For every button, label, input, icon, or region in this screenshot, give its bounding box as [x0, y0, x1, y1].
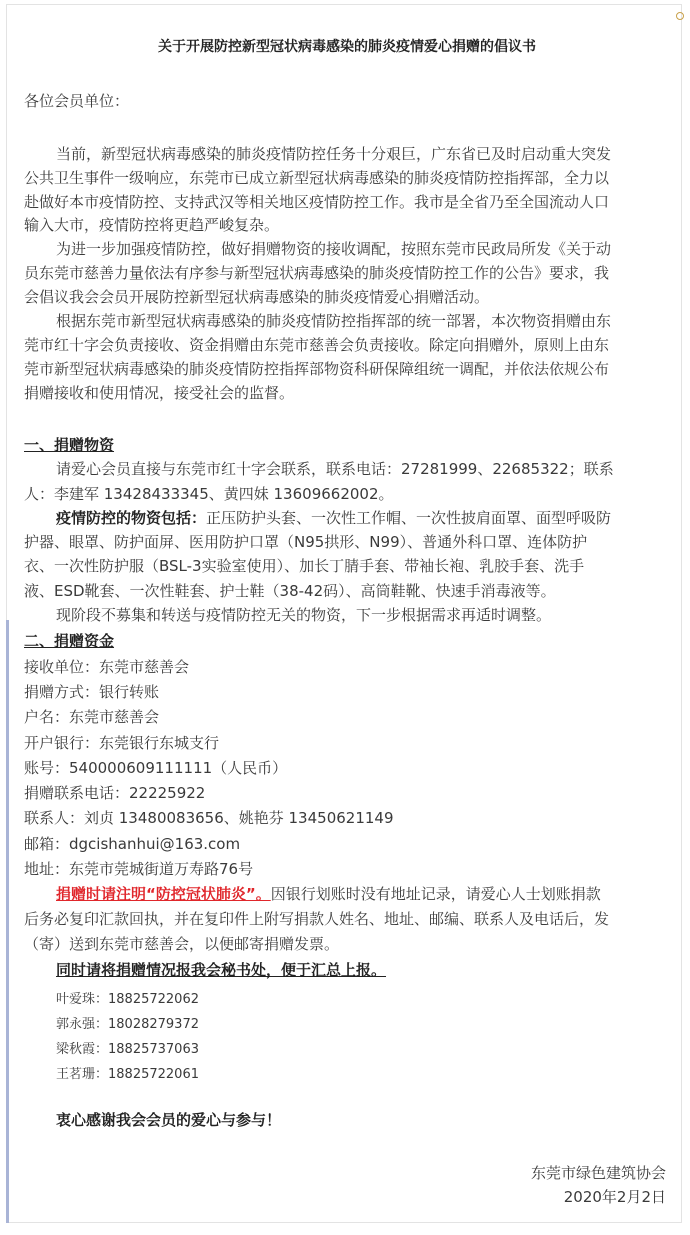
- secretary-item: 梁秋霞：18825737063: [56, 1042, 199, 1057]
- para1-line: 当前，新型冠状病毒感染的肺炎疫情防控任务十分艰巨，广东省已及时启动重大突发: [56, 145, 612, 163]
- supplies-list-line: 护器、眼罩、防护面屏、医用防护口罩（N95拱形、N99）、普通外科口罩、连体防护: [24, 533, 588, 551]
- signature-date: 2020年2月2日: [563, 1188, 666, 1206]
- remark-text: 因银行划账时没有地址记录，请爱心人士划账捐款: [270, 885, 601, 903]
- section1-note: 现阶段不募集和转送与疫情防控无关的物资，下一步根据需求再适时调整。: [56, 606, 552, 624]
- remark-line: 后务必复印汇款回执，并在复印件上附写捐款人姓名、地址、邮编、联系人及电话后，发: [24, 910, 610, 928]
- secretary-item: 王茗珊：18825722061: [56, 1067, 199, 1082]
- para1-line: 输入大市，疫情防控将更趋严峻复杂。: [24, 216, 280, 234]
- section1-contact-line: 人：李建军 13428433345、黄四妹 13609662002。: [24, 485, 394, 503]
- signature-org: 东莞市绿色建筑协会: [530, 1164, 666, 1182]
- method-row: 捐赠方式：银行转账: [24, 683, 160, 701]
- supplies-label: 疫情防控的物资包括：: [56, 509, 207, 527]
- email-row: 邮箱：dgcishanhui@163.com: [24, 835, 241, 853]
- phone-row: 捐赠联系电话：22225922: [24, 784, 206, 802]
- remark-line: [56, 883, 601, 904]
- left-accent-bar: [6, 620, 9, 1223]
- para2-line: 会倡议我会会员开展防控新型冠状病毒感染的肺炎疫情爱心捐赠活动。: [24, 288, 490, 306]
- corner-dot-icon: [676, 12, 684, 20]
- section2-heading: 二、捐赠资金: [24, 632, 115, 650]
- para3-line: 根据东莞市新型冠状病毒感染的肺炎疫情防控指挥部的统一部署，本次物资捐赠由东: [56, 312, 612, 330]
- supplies-list-line: 衣、一次性防护服（BSL-3实验室使用）、加长丁腈手套、带袖长袍、乳胶手套、洗手: [24, 557, 585, 575]
- para3-line: 莞市新型冠状病毒感染的肺炎疫情防控指挥部物资科研保障组统一调配，并依法依规公布: [24, 360, 610, 378]
- receiver-row: 接收单位：东莞市慈善会: [24, 658, 190, 676]
- secretary-item: 郭永强：18028279372: [56, 1017, 199, 1032]
- section1-heading: 一、捐赠物资: [24, 436, 115, 454]
- para2-line: 员东莞市慈善力量依法有序参与新型冠状病毒感染的肺炎疫情防控工作的公告》要求，我: [24, 264, 610, 282]
- address-row: 地址：东莞市莞城街道万寿路76号: [24, 860, 254, 878]
- remark-highlight: 捐赠时请注明“防控冠状肺炎”。: [56, 885, 271, 903]
- para2-line: 为进一步加强疫情防控，做好捐赠物资的接收调配，按照东莞市民政局所发《关于动: [56, 240, 612, 258]
- contact-row: 联系人：刘贞 13480083656、姚艳芬 13450621149: [24, 809, 394, 827]
- bank-row: 开户银行：东莞银行东城支行: [24, 734, 220, 752]
- para1-line: 赴做好本市疫情防控、支持武汉等相关地区疫情防控工作。我市是全省乃至全国流动人口: [24, 193, 610, 211]
- section1-contact-line: 请爱心会员直接与东莞市红十字会联系，联系电话：27281999、22685322；联系: [56, 460, 614, 478]
- secretary-item: 叶爱珠：18825722062: [56, 992, 199, 1007]
- remark-line: （寄）送到东莞市慈善会，以便邮寄捐赠发票。: [24, 935, 340, 953]
- report-note: 同时请将捐赠情况报我会秘书处，便于汇总上报。: [56, 961, 387, 979]
- supplies-text: 正压防护头套、一次性工作帽、一次性披肩面罩、面型呼吸防: [206, 509, 612, 527]
- para3-line: 莞市红十字会负责接收、资金捐赠由东莞市慈善会负责接收。除定向捐赠外，原则上由东: [24, 336, 610, 354]
- para1-line: 公共卫生事件一级响应，东莞市已成立新型冠状病毒感染的肺炎疫情防控指挥部，全力以: [24, 169, 610, 187]
- document-title: 关于开展防控新型冠状病毒感染的肺炎疫情爱心捐赠的倡议书: [158, 39, 536, 55]
- supplies-list-line: 液、ESD靴套、一次性鞋套、护士鞋（38-42码）、高筒鞋靴、快速手消毒液等。: [24, 582, 556, 600]
- account-number-row: 账号：540000609111111（人民币）: [24, 759, 288, 777]
- supplies-list-line: [56, 507, 611, 528]
- thanks-text: 衷心感谢我会会员的爱心与参与！: [56, 1111, 282, 1129]
- salutation: 各位会员单位：: [24, 92, 130, 110]
- para3-line: 捐赠接收和使用情况，接受社会的监督。: [24, 384, 295, 402]
- account-name-row: 户名：东莞市慈善会: [24, 708, 160, 726]
